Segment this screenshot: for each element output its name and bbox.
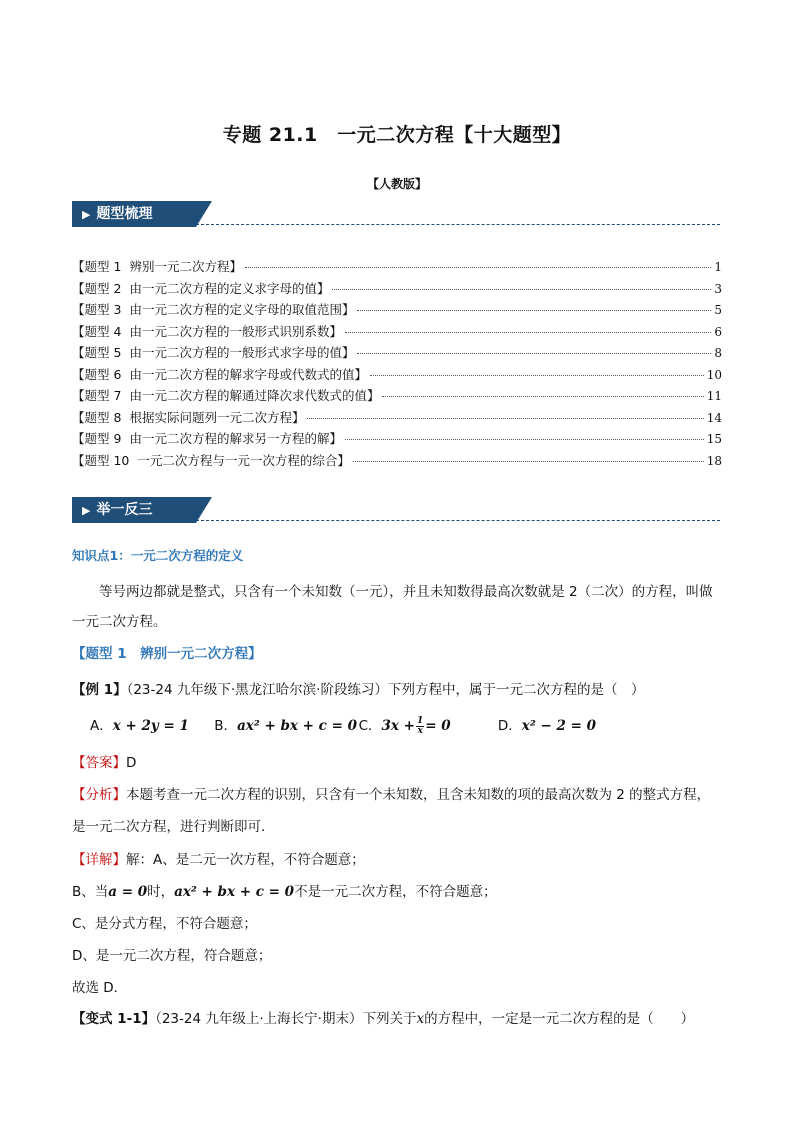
variant-label: 【变式 1-1】	[72, 1011, 156, 1027]
fraction: $\frac{1}{x}$	[417, 715, 424, 736]
example-label: 【例 1】	[72, 682, 127, 698]
example-question	[72, 678, 644, 698]
dashed-divider	[196, 520, 720, 521]
detail-label: 【详解】	[72, 852, 126, 868]
option-b[interactable]: B．ax² + bx + c = 0	[214, 718, 358, 734]
analysis-label: 【分析】	[72, 787, 126, 803]
detail-option-d: D、是一元二次方程，符合题意；	[72, 948, 272, 964]
toc-entry[interactable]: 【题型 2 由一元二次方程的定义求字母的值】 3	[72, 280, 722, 296]
example-source: （23-24 九年级下·黑龙江哈尔滨·阶段练习）	[126, 682, 388, 698]
page-title: 专题 21.1 一元二次方程【十大题型】	[222, 124, 572, 146]
toc-entry[interactable]: 【题型 3 由一元二次方程的定义字母的取值范围】 5	[72, 302, 722, 317]
toc-entry[interactable]: 【题型 6 由一元二次方程的解求字母或代数式的值】 10	[72, 366, 722, 382]
section-header-toc	[72, 201, 720, 227]
analysis-text: 本题考查一元二次方程的识别，只含有一个未知数，且含未知数的项的最高次数为 2 的整式方程，	[126, 787, 711, 803]
section-title: 题型梳理	[96, 206, 153, 222]
definition-paragraph: 等号两边都就是整式，只含有一个未知数（一元），并且未知数得最高次数就是 2（二次）的方程，叫做一元二次方程。	[72, 584, 713, 630]
detail-option-b: B、当a = 0时，ax² + bx + c = 0不是一元二次方程，不符合题意；	[72, 884, 497, 900]
edition-label: 【人教版】	[366, 177, 427, 191]
section-header-examples	[72, 497, 720, 523]
analysis-text-cont: 是一元二次方程，进行判断即可．	[72, 819, 275, 835]
example-question-text: 下列方程中，属于一元二次方程的是（ ）	[387, 682, 645, 698]
table-of-contents	[72, 257, 722, 472]
option-a[interactable]: A．x + 2y = 1	[90, 718, 189, 734]
toc-entry[interactable]: 【题型 7 由一元二次方程的解通过降次求代数式的值】 11	[72, 388, 722, 403]
knowledge-point-title: 知识点1：一元二次方程的定义	[72, 548, 244, 563]
dashed-divider	[196, 224, 720, 225]
toc-entry[interactable]: 【题型 9 由一元二次方程的解求另一方程的解】 15	[72, 431, 722, 446]
detail-line	[72, 848, 365, 868]
answer-value: D	[126, 755, 137, 771]
answer-options	[90, 714, 596, 736]
option-d[interactable]: D．x² − 2 = 0	[497, 718, 596, 734]
toc-entry[interactable]: 【题型 1 辨别一元二次方程】 1	[72, 259, 722, 274]
play-arrow-icon: ▶	[82, 208, 91, 221]
section-title: 举一反三	[96, 502, 153, 518]
detail-option-c: C、是分式方程，不符合题意；	[72, 916, 257, 932]
analysis-line	[72, 783, 710, 803]
answer-label: 【答案】	[72, 755, 126, 771]
conclusion: 故选 D．	[72, 980, 128, 996]
detail-text: 解：A、是二元一次方程，不符合题意；	[126, 852, 365, 868]
toc-entry[interactable]: 【题型 10 一元二次方程与一元一次方程的综合】 18	[72, 452, 722, 468]
variant-source: （23-24 九年级上·上海长宁·期末）	[155, 1011, 363, 1027]
option-c[interactable]: C．3x + $\frac{1}{x}$ = 0	[358, 715, 451, 736]
variant-question: 【变式 1-1】（23-24 九年级上·上海长宁·期末）下列关于x的方程中，一定是一元二次方程的是（ ）	[72, 1011, 695, 1027]
toc-entry[interactable]: 【题型 5 由一元二次方程的一般形式求字母的值】 8	[72, 345, 722, 360]
toc-entry[interactable]: 【题型 8 根据实际问题列一元二次方程】 14	[72, 409, 722, 425]
type-heading: 【题型 1 辨别一元二次方程】	[72, 646, 262, 662]
toc-entry[interactable]: 【题型 4 由一元二次方程的一般形式识别系数】 6	[72, 323, 722, 339]
answer-line	[72, 751, 136, 771]
play-arrow-icon: ▶	[82, 504, 91, 517]
